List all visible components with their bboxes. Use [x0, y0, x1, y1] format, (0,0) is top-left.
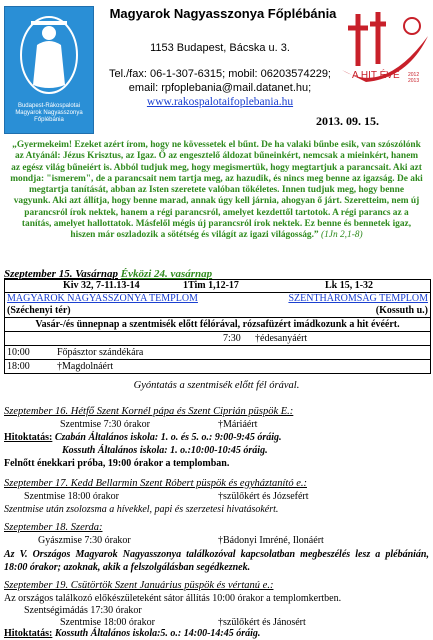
phone: Tel./fax: 06-1-307-6315; mobil: 06203574229; [109, 68, 331, 80]
sunday-feast: Évközi 24. vasárnap [120, 268, 213, 280]
hitok-16-1: Czabán Általános iskola: 1. o. és 5. o.: 9:00-9:45 óráig. [54, 432, 282, 443]
schedule-time-2: 7:30 [223, 333, 241, 344]
mass-intent-18: †Bádonyi Imréné, Ilonáért [218, 535, 324, 546]
quote-reference: (1Jn 2,1-8) [320, 230, 363, 241]
confession-note: Gyóntatás a szentmisék előtt fél órával. [133, 380, 300, 391]
scripture-quote [10, 140, 423, 242]
logo-years: 2012 2013 [408, 72, 420, 84]
address: 1153 Budapest, Bácska u. 3. [150, 42, 290, 54]
schedule-intent-2: †édesanyáért [255, 333, 308, 344]
parish-logo [4, 6, 94, 134]
parish-title: Magyarok Nagyasszonya Főplébánia [109, 6, 337, 21]
day-heading-19: Szeptember 19. Csütörtök Szent Januárius püspök és vértanú e.: [4, 580, 274, 591]
reading-3: Lk 15, 1-32 [325, 280, 374, 291]
email: email: rpfoplebania@mail.datanet.hu; [128, 82, 312, 94]
quote-text: „Gyermekeim! Ezeket azért írom, hogy ne kövessetek el bűnt. De ha valaki bűnbe esik, van szószólónk az Atyánál: Jézus Krisztus, az Igaz. Ő az engesztelő áldozat bűneinkért, nemcsak a mieinkért, hanem az egész világ bűneiért is. Abból tudjuk meg, hogy megismertük, hogy megtartjuk a parancsait. Aki azt mondja: "ismerem", de a parancsait nem tartja meg, az hazudik, és nincs meg benne az igazság. De aki megtartja tanítását, abban az Isten szeretete valóban tökéletes. Innen tudjuk meg, hogy benne vagyunk. Aki azt állítja, hogy benne marad, annak úgy kell járnia, ahogyan ő járt. Szeretteim, nem új parancsról írok nektek, hanem a régi parancsról, amelyet kezdettől tartotok. A régi parancs az a tanítás, amelyet hallottatok. Másfelől mégis új parancsról írok nektek. Ez benne és bennetek igaz, hiszen már oszladozik a sötétség és világít az igazi világosság.” [10, 140, 423, 241]
schedule-row [4, 331, 431, 346]
logo-caption: Budapest-Rákospalotai Magyarok Nagyasszonya Főplébánia [15, 103, 83, 123]
mass-17: Szentmise 18:00 órakor [24, 491, 119, 502]
mass-intent-19: †szülőkért és Jánosért [218, 617, 306, 628]
schedule-row [4, 359, 431, 374]
day-heading-17: Szeptember 17. Kedd Bellarmin Szent Róbert püspök és egyháztanító e.: [4, 478, 307, 489]
church-right-name[interactable]: SZENTHÁROMSÁG TEMPLOM [288, 293, 428, 304]
boat-cross-icon [338, 6, 431, 106]
day-heading-18: Szeptember 18. Szerda: [4, 522, 103, 533]
bulletin-date: 2013. 09. 15. [316, 114, 379, 128]
sunday-date: Szeptember 15. Vasárnap [4, 268, 118, 280]
readings-row [4, 279, 431, 293]
reading-2: 1Tim 1,12-17 [183, 280, 239, 291]
hitok-label-16: Hitoktatás: [4, 432, 53, 443]
meeting-note-18: Az V. Országos Magyarok Nagyasszonya találkozóval kapcsolatban megbeszélés lesz a plébánián, 18:00 órakor; azoknak, akik a felszolgálásban segédkeznek. [4, 549, 429, 573]
church-left-place: (Széchenyi tér) [7, 305, 71, 316]
year-of-faith-logo [338, 6, 431, 106]
schedule-row [4, 345, 431, 360]
schedule-intent: Főpásztor szándékára [57, 347, 144, 358]
website-link[interactable]: www.rakospalotaifoplebania.hu [146, 96, 294, 108]
choir-note-16: Felnőtt énekkari próba, 19:00 órakor a templomban. [4, 458, 230, 469]
adoration-19: Szentségimádás 17:30 órakor [24, 605, 142, 616]
church-left-name[interactable]: MAGYAROK NAGYASSZONYA TEMPLOM [7, 293, 198, 304]
tent-note-19: Az országos találkozó előkészületeként sátor állítás 10:00 órakor a templomkertben. [4, 593, 342, 604]
schedule-intent: †Magdolnáért [57, 361, 114, 372]
hitok-19-1: Kossuth Általános iskola:5. o.: 14:00-14:45 óráig. [54, 628, 261, 639]
day-heading-16: Szeptember 16. Hétfő Szent Kornél pápa és Szent Ciprián püspök E.: [4, 406, 294, 417]
hitok-label-19: Hitoktatás: [4, 628, 53, 639]
mass-19: Szentmise 18:00 órakor [60, 617, 155, 628]
schedule-time: 18:00 [7, 361, 30, 372]
mass-16: Szentmise 7:30 órakor [60, 419, 150, 430]
logo-title: A HIT ÉVE [352, 70, 400, 81]
vespers-note-17: Szentmise után zsolozsma a hívekkel, papi és szerzetesi hivatásokért. [4, 504, 279, 515]
hitok-16-2: Kossuth Általános iskola: 1. o.:10:00-10:45 óráig. [62, 445, 268, 456]
mass-intent-16: †Máriáért [218, 419, 258, 430]
mass-intent-17: †szülőkért és Józsefért [218, 491, 309, 502]
church-right-place: (Kossuth u.) [375, 305, 428, 316]
rosary-notice: Vasár-/és ünnepnap a szentmisék előtt félórával, rózsafüzért imádkozunk a hit évéért. [4, 317, 431, 332]
church-header-row [4, 292, 431, 318]
mass-18: Gyászmise 7:30 órakor [38, 535, 131, 546]
schedule-time: 10:00 [7, 347, 30, 358]
reading-1: Kiv 32, 7-11.13-14 [63, 280, 140, 291]
